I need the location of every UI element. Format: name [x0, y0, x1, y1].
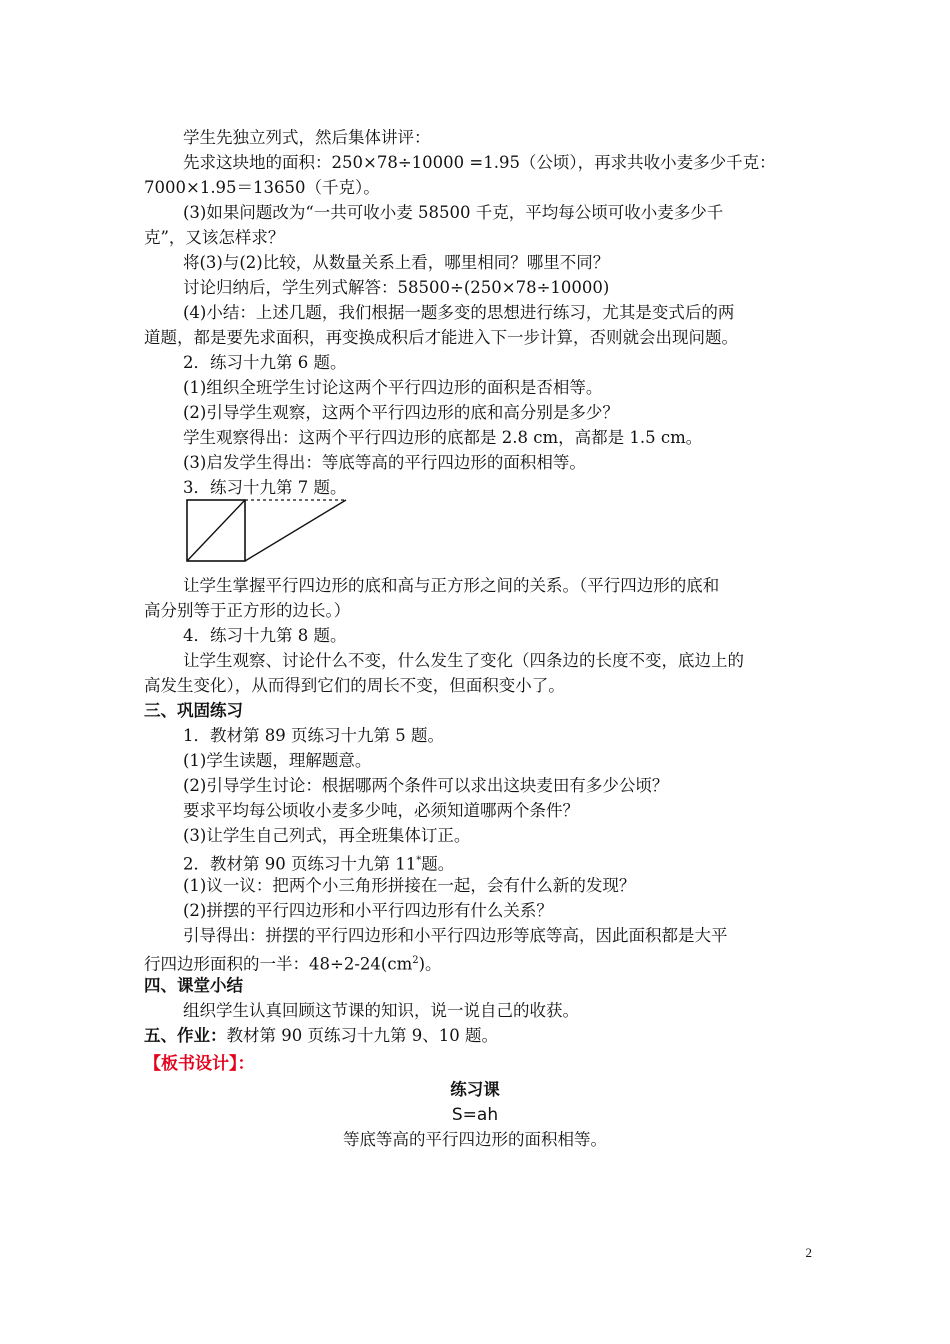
paragraph-line: 引导得出：拼摆的平行四边形和小平行四边形等底等高，因此面积都是大平 [183, 926, 728, 945]
board-title: 练习课 [450, 1080, 500, 1099]
line-text: 教材第 90 页练习十九第 9、10 题。 [226, 1026, 498, 1045]
paragraph-line: 4．练习十九第 8 题。 [183, 626, 347, 645]
paragraph-line: (2)引导学生观察，这两个平行四边形的底和高分别是多少？ [183, 403, 619, 422]
paragraph-line: (2)引导学生讨论：根据哪两个条件可以求出这块麦田有多少公顷？ [183, 776, 669, 795]
paragraph-line: 1．教材第 89 页练习十九第 5 题。 [183, 726, 444, 745]
paragraph-line: 道题，都是要先求面积，再变换成积后才能进入下一步计算，否则就会出现问题。 [144, 328, 738, 347]
paragraph-line: 2．练习十九第 6 题。 [183, 353, 347, 372]
paragraph-line [144, 1025, 498, 1047]
paragraph-line: 组织学生认真回顾这节课的知识，说一说自己的收获。 [183, 1001, 579, 1020]
paragraph-line: (1)学生读题，理解题意。 [183, 751, 372, 770]
paragraph-line: 先求这块地的面积：250×78÷10000 =1.95（公顷），再求共收小麦多少千克： [183, 153, 776, 172]
paragraph-line: (3)如果问题改为“一共可收小麦 58500 千克，平均每公顷可收小麦多少千 [183, 203, 724, 222]
paragraph-line: (3)让学生自己列式，再全班集体订正。 [183, 826, 471, 845]
section-heading: 三、巩固练习 [144, 701, 243, 720]
page-number: 2 [805, 1245, 812, 1260]
paragraph-line: (2)拼摆的平行四边形和小平行四边形有什么关系？ [183, 901, 553, 920]
paragraph-line: 让学生掌握平行四边形的底和高与正方形之间的关系。（平行四边形的底和 [183, 576, 720, 595]
paragraph-line: 克”，又该怎样求？ [144, 228, 285, 247]
paragraph-line [183, 850, 454, 876]
board-conclusion: 等底等高的平行四边形的面积相等。 [343, 1130, 607, 1149]
paragraph-line: (4)小结：上述几题，我们根据一题多变的思想进行练习，尤其是变式后的两 [183, 303, 735, 322]
paragraph-line [144, 950, 442, 976]
superscript-star: * [416, 855, 422, 866]
square-parallelogram-figure [186, 496, 351, 566]
superscript-2: 2 [412, 955, 419, 966]
board-design-heading: 【板书设计】： [144, 1054, 255, 1074]
paragraph-line: 3．练习十九第 7 题。 [183, 478, 347, 497]
paragraph-line: 高分别等于正方形的边长。） [144, 601, 351, 620]
section-heading: 五、作业： [144, 1026, 227, 1045]
paragraph-line: 高发生变化），从而得到它们的周长不变，但面积变小了。 [144, 676, 565, 695]
section-heading: 四、课堂小结 [144, 976, 243, 995]
paragraph-line: 讨论归纳后，学生列式解答：58500÷(250×78÷10000) [183, 278, 610, 297]
paragraph-line: 学生先独立列式，然后集体讲评： [183, 128, 431, 147]
paragraph-line: (3)启发学生得出：等底等高的平行四边形的面积相等。 [183, 453, 586, 472]
line-text: )。 [418, 954, 442, 974]
paragraph-line: 要求平均每公顷收小麦多少吨，必须知道哪两个条件？ [183, 801, 579, 820]
paragraph-line: 让学生观察、讨论什么不变，什么发生了变化（四条边的长度不变，底边上的 [183, 651, 744, 670]
paragraph-line: (1)议一议：把两个小三角形拼接在一起，会有什么新的发现？ [183, 876, 636, 895]
line-text: 题。 [421, 854, 455, 874]
line-text: 行四边形面积的一半：48÷2-24(cm [144, 954, 413, 974]
paragraph-line: 将(3)与(2)比较，从数量关系上看，哪里相同？哪里不同？ [183, 253, 610, 272]
paragraph-line: 7000×1.95＝13650（千克）。 [144, 178, 380, 197]
paragraph-line: 学生观察得出：这两个平行四边形的底都是 2.8 cm，高都是 1.5 cm。 [183, 428, 703, 447]
board-formula: S=ah [451, 1105, 499, 1125]
line-text: 2．教材第 90 页练习十九第 11 [183, 854, 417, 874]
paragraph-line: (1)组织全班学生讨论这两个平行四边形的面积是否相等。 [183, 378, 603, 397]
